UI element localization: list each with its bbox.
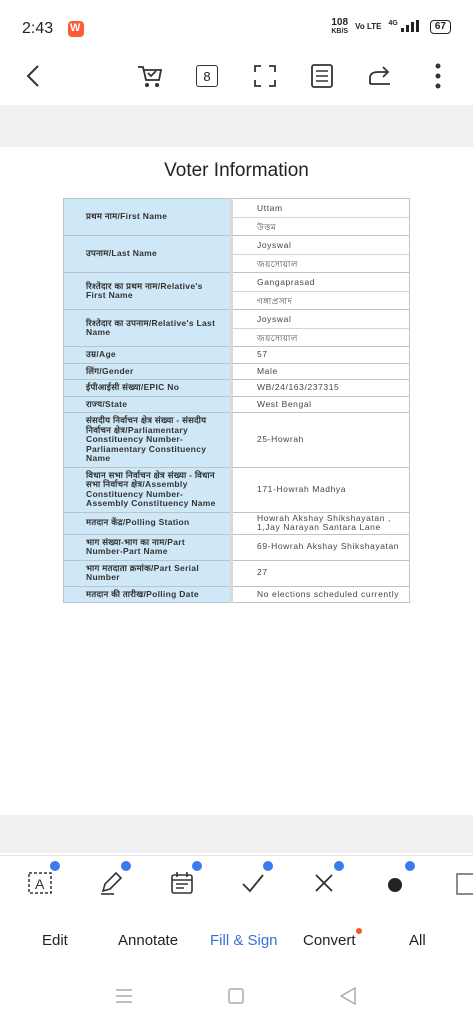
field-label: रिश्तेदार का प्रथम नाम/Relative's First Name — [64, 273, 232, 310]
field-value: 171-Howrah Madhya — [232, 467, 410, 512]
field-label: राज्य/State — [64, 396, 232, 413]
field-label: रिश्तेदार का उपनाम/Relative's Last Name — [64, 310, 232, 347]
dot-icon[interactable] — [380, 868, 410, 898]
field-label: संसदीय निर्वाचन क्षेत्र संख्या - संसदीय निर्वाचन क्षेत्र/Parliamentary Constituency Number-Parliamentary Constituency Name — [64, 413, 232, 468]
field-label: मतदान केंद्र/Polling Station — [64, 512, 232, 534]
field-value-group — [232, 199, 410, 236]
network-speed — [331, 18, 348, 36]
system-nav-bar — [0, 967, 473, 1024]
reading-mode-icon[interactable] — [306, 60, 338, 92]
field-label: विधान सभा निर्वाचन क्षेत्र संख्या - विधान सभा निर्वाचन क्षेत्र/Assembly Constituency Number-Assembly Constituency Name — [64, 467, 232, 512]
voter-info-table — [63, 198, 410, 603]
tab-convert[interactable] — [303, 932, 356, 949]
table-row — [64, 396, 410, 413]
page-count: 8 — [196, 65, 218, 87]
tab-edit[interactable]: Edit — [42, 932, 68, 949]
field-value: 25-Howrah — [232, 413, 410, 468]
page-count-button[interactable] — [191, 60, 223, 92]
document-title: Voter Information — [164, 160, 309, 181]
page-gap-top — [0, 105, 473, 147]
tool-badge — [333, 860, 345, 872]
nav-back-icon[interactable] — [337, 985, 359, 1007]
table-row — [64, 467, 410, 512]
field-value-group — [232, 236, 410, 273]
field-value: No elections scheduled currently — [232, 586, 410, 603]
status-time: 2:43 — [22, 20, 54, 37]
wps-app-icon — [68, 21, 84, 37]
table-row — [64, 363, 410, 380]
field-label: उपनाम/Last Name — [64, 236, 232, 273]
field-label: मतदान की तारीख/Polling Date — [64, 586, 232, 603]
text-box-icon[interactable] — [25, 868, 55, 898]
tab-annotate[interactable]: Annotate — [118, 932, 179, 949]
fill-sign-tools — [0, 855, 473, 910]
field-value: Joyswal — [257, 240, 292, 250]
tab-fill-sign[interactable]: Fill & Sign — [210, 932, 278, 949]
field-value-group — [232, 310, 410, 347]
field-value-group — [232, 273, 410, 310]
status-indicators — [331, 18, 451, 36]
cross-mark-icon[interactable] — [309, 868, 339, 898]
network-speed-unit: KB/S — [331, 28, 349, 35]
field-value: Male — [232, 363, 410, 380]
field-value: 57 — [232, 347, 410, 364]
field-value: Joyswal — [257, 314, 292, 324]
battery-icon: 67 — [430, 20, 451, 34]
field-label: प्रथम नाम/First Name — [64, 199, 232, 236]
table-row — [64, 347, 410, 364]
field-value: 69-Howrah Akshay Shikshayatan — [232, 534, 410, 560]
field-label: लिंग/Gender — [64, 363, 232, 380]
page-gap-bottom — [0, 815, 473, 853]
notification-dot — [356, 928, 362, 934]
tool-badge — [120, 860, 132, 872]
pen-sign-icon[interactable] — [96, 868, 126, 898]
table-row — [64, 273, 410, 310]
network-type: 4G — [388, 19, 398, 27]
field-value: গঙ্গাপ্রসাদ — [233, 291, 409, 309]
field-value: Gangaprasad — [257, 277, 316, 287]
table-row — [64, 199, 410, 236]
check-mark-icon[interactable] — [238, 868, 268, 898]
network-speed-value: 108 — [331, 17, 349, 28]
field-value: জয়সোয়াল — [233, 254, 409, 272]
field-value: 27 — [232, 560, 410, 586]
signal-icon — [388, 20, 422, 35]
recent-apps-icon[interactable] — [113, 985, 135, 1007]
rectangle-icon[interactable] — [448, 868, 473, 898]
field-label: ईपीआईसी संख्या/EPIC No — [64, 380, 232, 397]
tool-badge — [404, 860, 416, 872]
field-value: Uttam — [257, 203, 283, 213]
tool-badge — [49, 860, 61, 872]
calendar-icon[interactable] — [167, 868, 197, 898]
table-row — [64, 310, 410, 347]
table-row — [64, 534, 410, 560]
table-row — [64, 380, 410, 397]
table-row — [64, 413, 410, 468]
field-value: জয়সোয়াল — [233, 328, 409, 346]
table-row — [64, 586, 410, 603]
field-label: उम्र/Age — [64, 347, 232, 364]
field-label: भाग मतदाता क्रमांक/Part Serial Number — [64, 560, 232, 586]
tool-badge — [191, 860, 203, 872]
field-value: Howrah Akshay Shikshayatan , 1,Jay Narayan Santara Lane — [232, 512, 410, 534]
table-row — [64, 236, 410, 273]
shopping-cart-icon[interactable] — [134, 60, 166, 92]
bottom-tabs — [0, 912, 473, 967]
table-row — [64, 512, 410, 534]
status-bar — [0, 0, 473, 56]
more-options-icon[interactable] — [422, 60, 454, 92]
svg-text:A: A — [35, 876, 45, 892]
signal-bars-icon — [401, 20, 423, 32]
back-arrow-icon[interactable] — [18, 60, 50, 92]
fullscreen-icon[interactable] — [249, 60, 281, 92]
field-value: উত্তম — [233, 217, 409, 235]
top-toolbar — [0, 56, 473, 104]
share-icon[interactable] — [364, 60, 396, 92]
field-label: भाग संख्या-भाग का नाम/Part Number-Part Name — [64, 534, 232, 560]
tab-all[interactable]: All — [409, 932, 426, 949]
tool-badge — [262, 860, 274, 872]
home-icon[interactable] — [225, 985, 247, 1007]
table-row — [64, 560, 410, 586]
field-value: WB/24/163/237315 — [232, 380, 410, 397]
tab-convert-label: Convert — [303, 932, 356, 949]
field-value: West Bengal — [232, 396, 410, 413]
volte-indicator: Vo LTE — [355, 22, 382, 31]
